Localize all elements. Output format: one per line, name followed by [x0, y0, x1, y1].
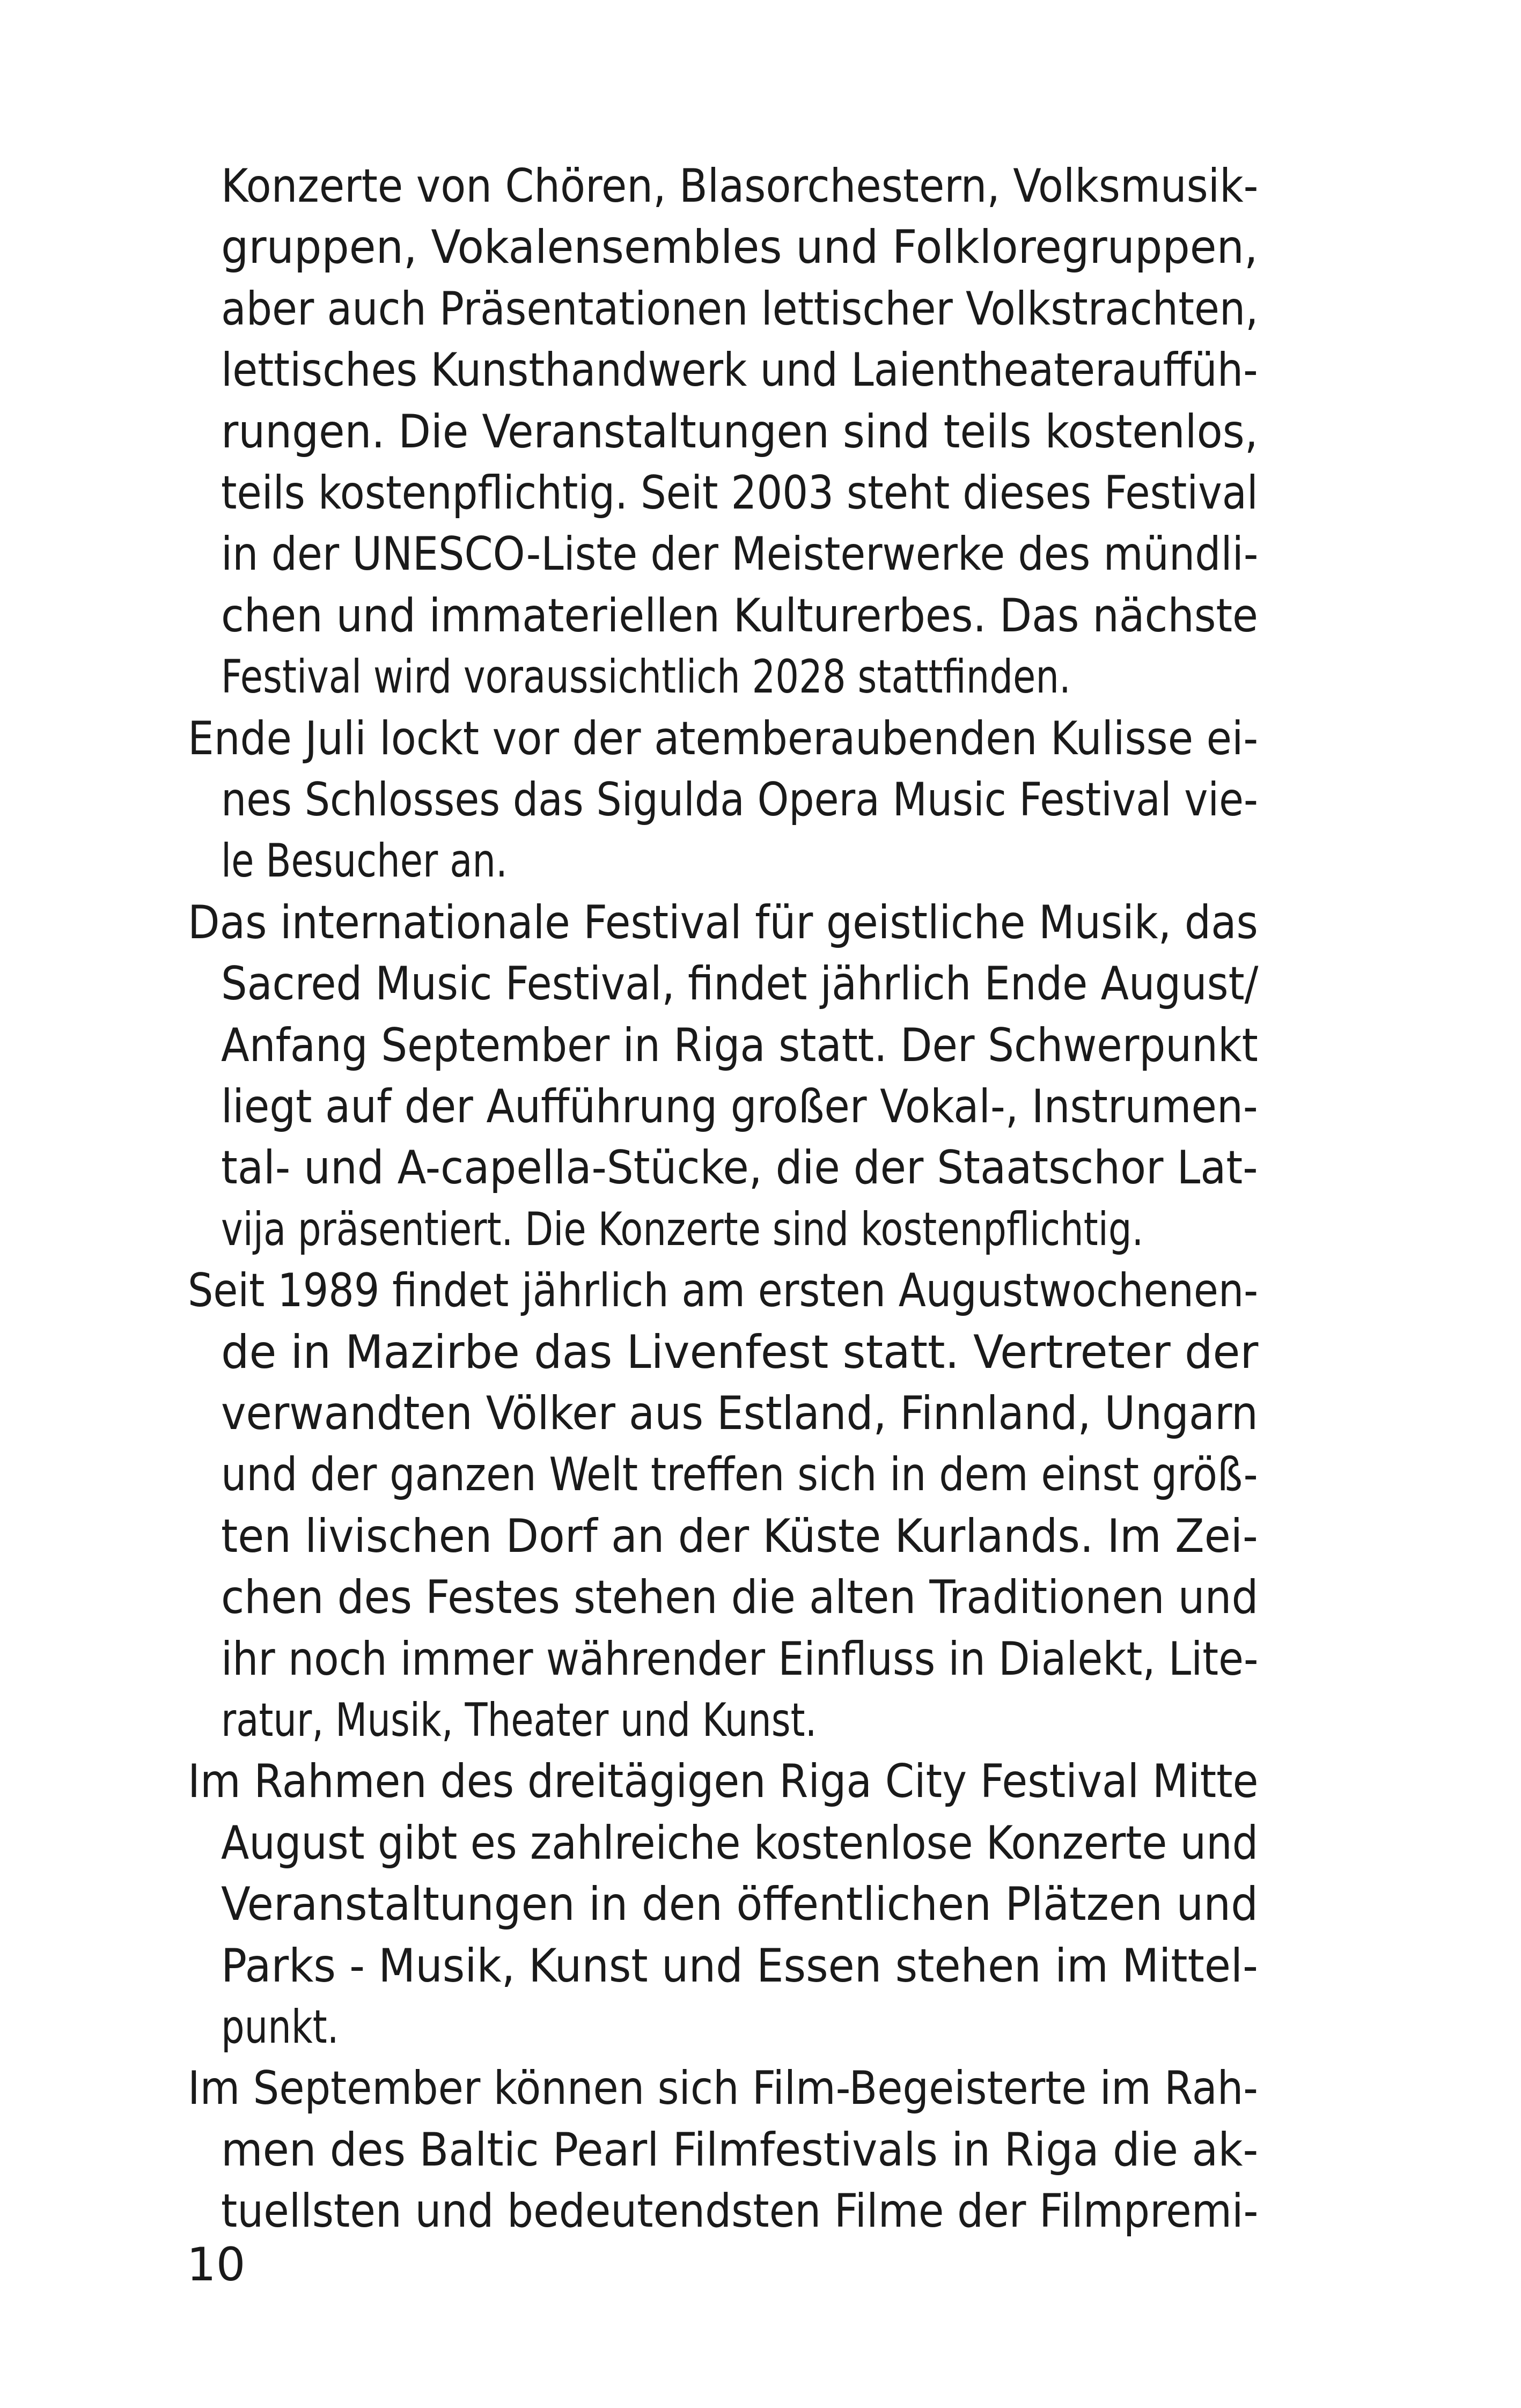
- paragraph-line: liegt auf der Aufführung großer Vokal-, Instrumen-: [221, 1080, 1258, 1133]
- paragraph-line: Festival wird voraussichtlich 2028 stattfinden.: [221, 650, 1071, 704]
- paragraph-first-line: Im September können sich Film-Begeisterte im Rah-: [188, 2061, 1258, 2116]
- paragraph-line: chen des Festes stehen die alten Traditionen und: [221, 1571, 1259, 1625]
- paragraph-line: Sacred Music Festival, findet jährlich Ende August/: [221, 957, 1259, 1011]
- paragraph-line: men des Baltic Pearl Filmfestivals in Riga die ak-: [221, 2123, 1259, 2177]
- page-number: 10: [187, 2238, 246, 2292]
- paragraph-line: ratur, Musik, Theater und Kunst.: [221, 1693, 817, 1747]
- paragraph-first-line: Im Rahmen des dreitägigen Riga City Festival Mitte: [188, 1755, 1259, 1809]
- paragraph-line: teils kostenpflichtig. Seit 2003 steht dieses Festival: [221, 466, 1258, 520]
- paragraph-line: Veranstaltungen in den öffentlichen Plätzen und: [221, 1877, 1258, 1932]
- paragraph-line: nes Schlosses das Sigulda Opera Music Festival vie-: [221, 773, 1258, 827]
- paragraph-line: und der ganzen Welt treffen sich in dem einst größ-: [221, 1448, 1258, 1502]
- paragraph-first-line: Seit 1989 findet jährlich am ersten Augustwochenen-: [188, 1264, 1259, 1318]
- paragraph-line: Parks - Musik, Kunst und Essen stehen im Mittel-: [221, 1939, 1258, 1993]
- paragraph-line: tuellsten und bedeutendsten Filme der Filmpremi-: [221, 2184, 1259, 2238]
- paragraph-line: August gibt es zahlreiche kostenlose Konzerte und: [221, 1816, 1259, 1870]
- paragraph-first-line: Das internationale Festival für geistliche Musik, das: [188, 895, 1258, 949]
- paragraph-line: ihr noch immer währender Einfluss in Dialekt, Lite-: [221, 1632, 1259, 1686]
- paragraph-line: rungen. Die Veranstaltungen sind teils kostenlos,: [221, 404, 1258, 459]
- paragraph-line: punkt.: [221, 2000, 339, 2054]
- paragraph-line: le Besucher an.: [221, 834, 508, 888]
- paragraph-line: vija präsentiert. Die Konzerte sind kostenpflichtig.: [221, 1202, 1144, 1256]
- paragraph-line: lettisches Kunsthandwerk und Laientheaterauffüh-: [221, 343, 1258, 397]
- paragraph-line: ten livischen Dorf an der Küste Kurlands. Im Zei-: [221, 1509, 1258, 1563]
- paragraph-line: tal- und A-capella-Stücke, die der Staatschor Lat-: [221, 1141, 1258, 1195]
- paragraph-line: in der UNESCO-Liste der Meisterwerke des mündli-: [221, 527, 1259, 581]
- paragraph-line: de in Mazirbe das Livenfest statt. Vertreter der: [221, 1325, 1259, 1379]
- paragraph-first-line: Ende Juli lockt vor der atemberaubenden Kulisse ei-: [188, 711, 1259, 765]
- paragraph-line: Konzerte von Chören, Blasorchestern, Volksmusik-: [221, 159, 1259, 213]
- paragraph-line: gruppen, Vokalensembles und Folkloregruppen,: [221, 220, 1258, 275]
- paragraph-line: Anfang September in Riga statt. Der Schwerpunkt: [221, 1018, 1258, 1072]
- paragraph-line: verwandten Völker aus Estland, Finnland, Ungarn: [221, 1387, 1258, 1440]
- paragraph-line: aber auch Präsentationen lettischer Volkstrachten,: [221, 282, 1259, 336]
- paragraph-line: chen und immateriellen Kulturerbes. Das nächste: [221, 588, 1258, 643]
